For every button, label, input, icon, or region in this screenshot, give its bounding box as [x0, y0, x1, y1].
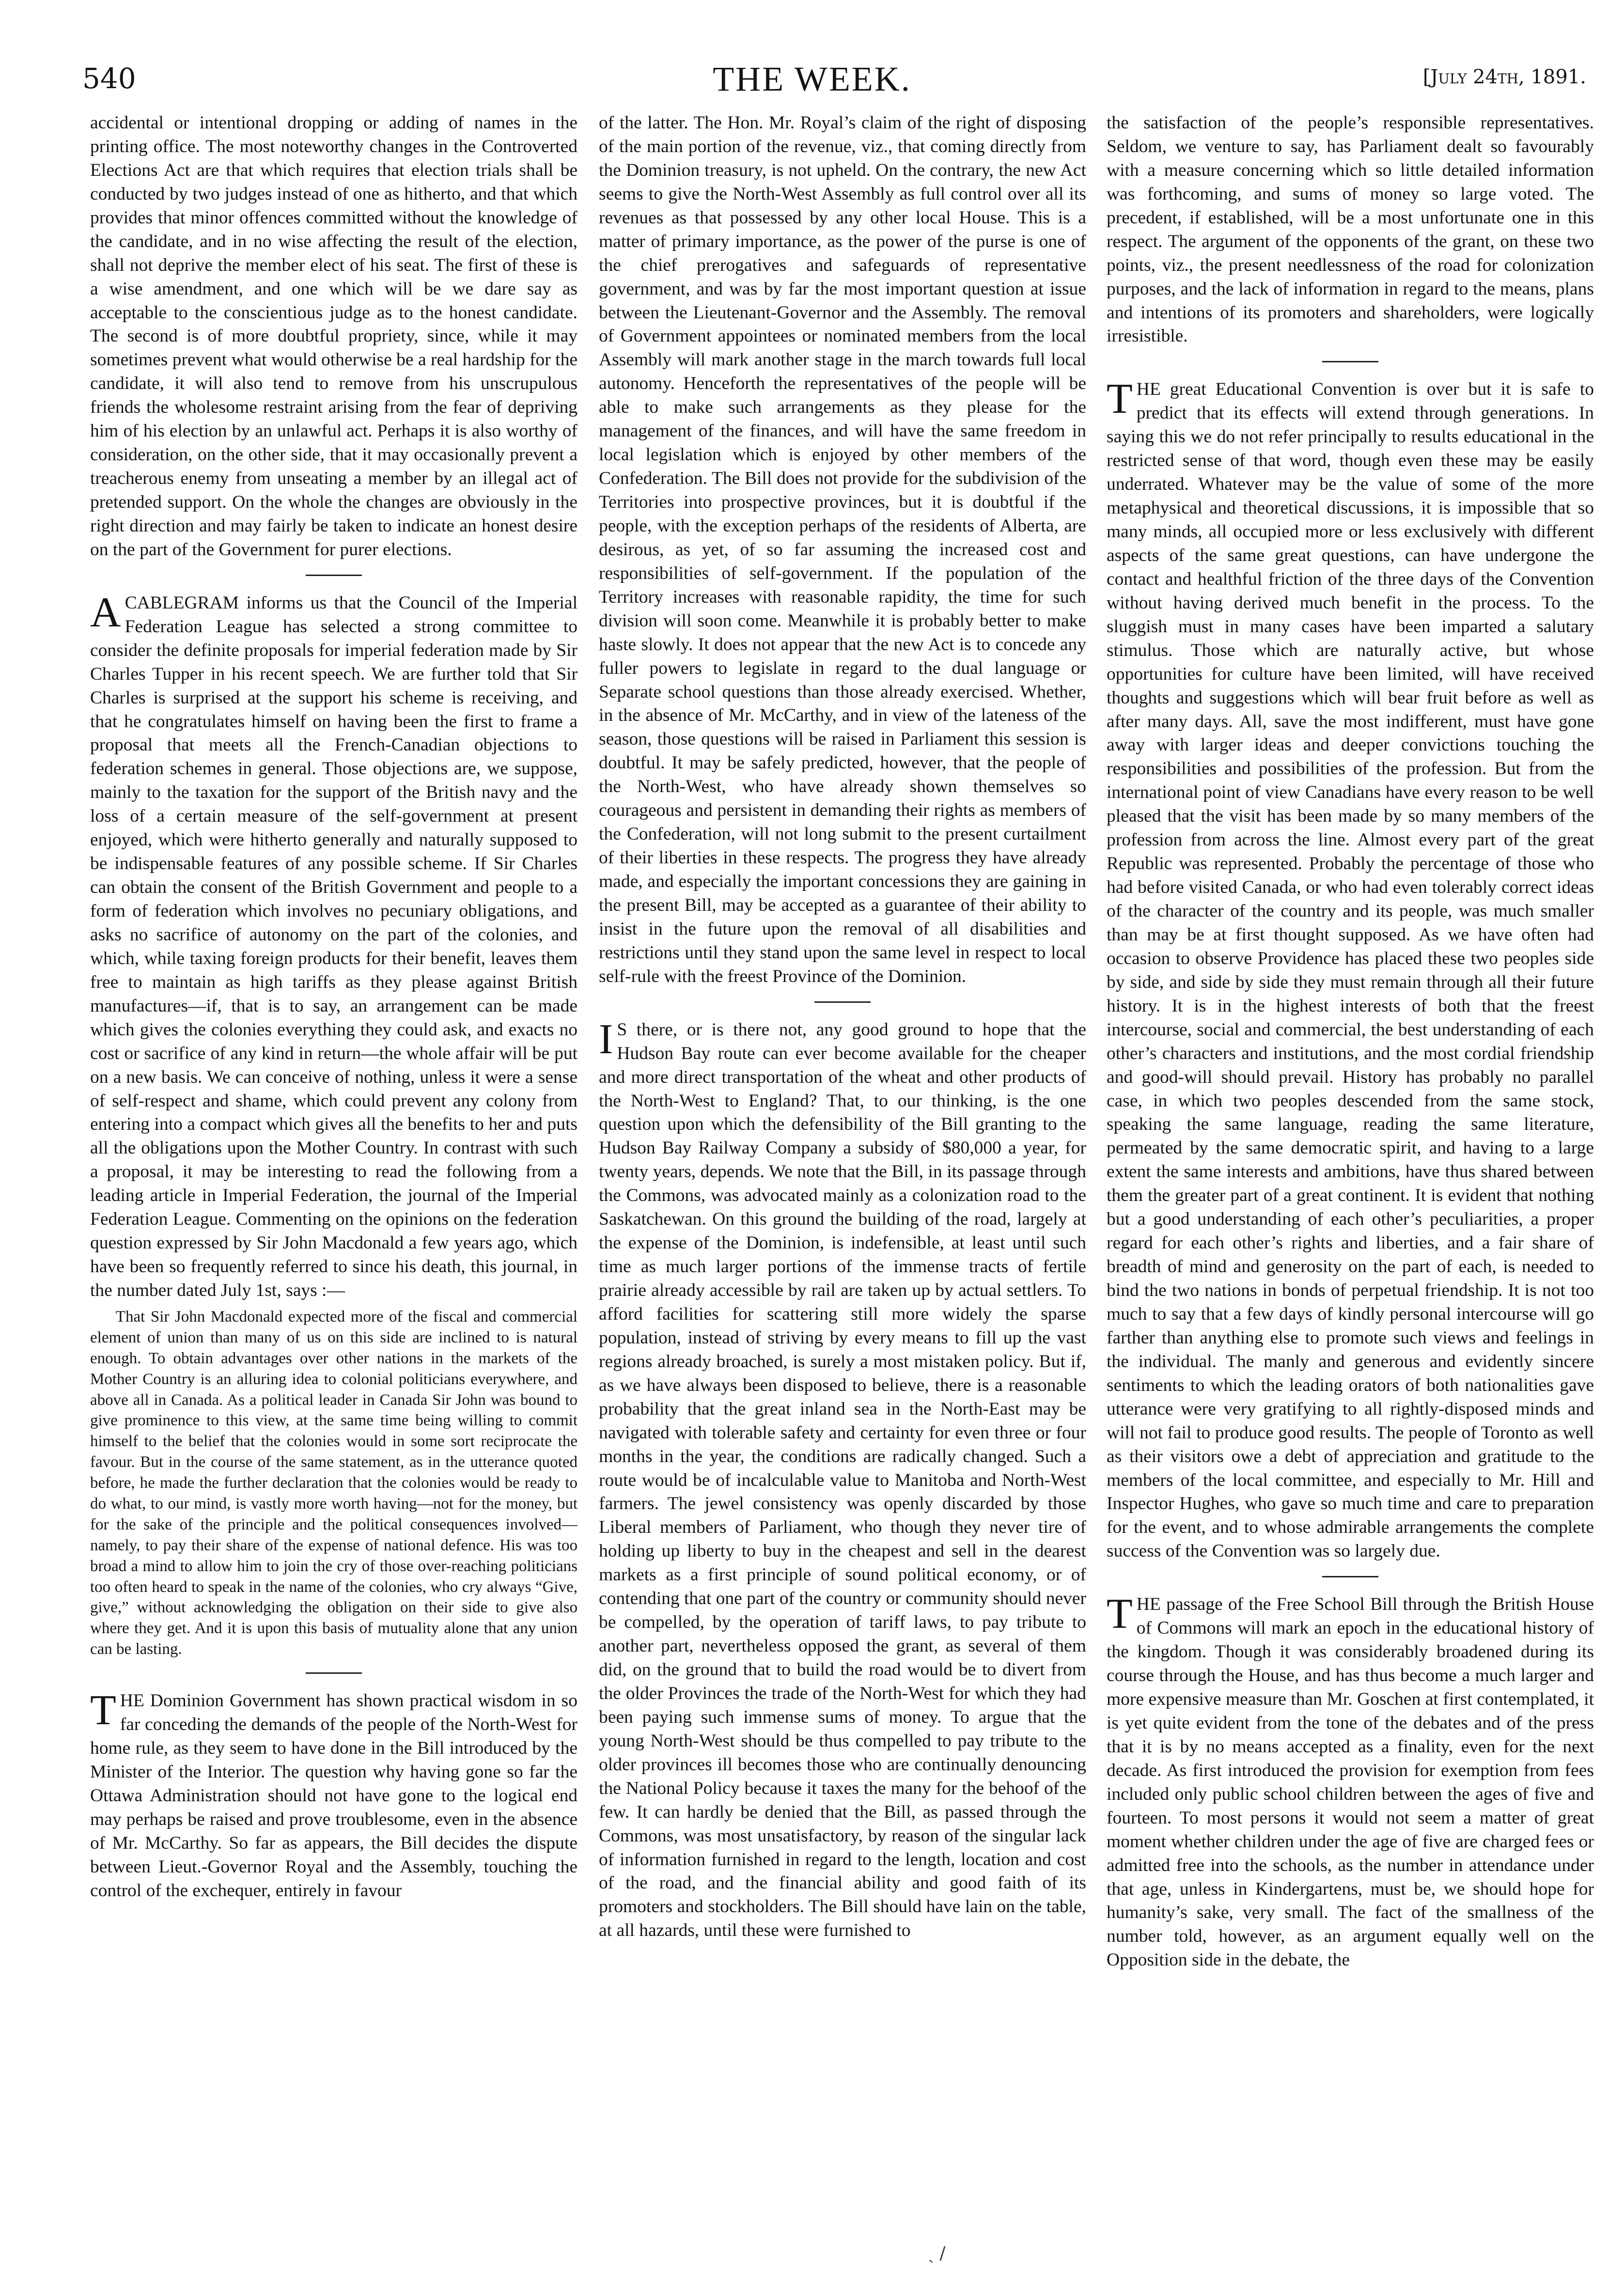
- page-header: [0, 0, 1624, 107]
- paragraph-text: HE passage of the Free School Bill through the British House of Commons will mark an epoch in the educational history of the kingdom. Though it was considerably broadened during its course through the House, and has thus become a much larger and more expensive measure than Mr. Goschen at first contemplated, it is yet quite evident from the tone of the debates and of the press that it is by no means accepted as a finality, even for the next decade. As first introduced the provision for exemption from fees included only public school children between the ages of five and fourteen. To most persons it would not seem a matter of great moment whether children under the age of five are charged fees or admitted free into the schools, as the number in attendance under that age, unless in Kindergartens, must be, we should hope for humanity’s sake, very small. The fact of the smallness of the number told, however, as an argument equally well on the Opposition side in the debate, the: [1107, 1594, 1594, 1970]
- column-2: [599, 111, 1086, 2258]
- paragraph-imperial-federation: [90, 589, 578, 1303]
- page-number: 540: [82, 62, 136, 95]
- footer-mark: ˏ /: [928, 2244, 946, 2263]
- paragraph-text: CABLEGRAM informs us that the Council of the Imperial Federation League has selected a strong committee to consider the definite proposals for imperial federation made by Sir Charles Tupper in his recent speech. We are further told that Sir Charles is surprised at the support his scheme is receiving, and that he congratulates himself on having been the first to frame a proposal that meets all the French-Canadian objections to federation schemes in general. Those objections are, we suppose, mainly to the taxation for the support of the British navy and the loss of a certain measure of the self-government at present enjoyed, which were hitherto generally and naturally supposed to be indispensable features of any possible scheme. If Sir Charles can obtain the consent of the British Government and people to a form of federation which involves no pecuniary obligations, and asks no sacrifice of autonomy on the part of the colonies, and which, while taxing foreign products for their benefit, leaves them free to maintain as high tariffs as they please against British manufactures—if, that is to say, an arrangement can be made which gives the colonies everything they could ask, and exacts no cost or sacrifice of any kind in return—the whole affair will be put on a new basis. We can conceive of nothing, unless it were a sense of self-respect and shame, which could prevent any colony from entering into a compact which gives all the benefits to her and puts all the obligations upon the Mother Country. In contrast with such a proposal, it may be interesting to read the following from a leading article in Imperial Federation, the journal of the Imperial Federation League. Commenting on the opinions on the federation question expressed by Sir John Macdonald a few years ago, which have been so frequently referred to since his death, this journal, in the number dated July 1st, says :—: [90, 592, 578, 1300]
- publication-title: THE WEEK.: [713, 60, 911, 98]
- paragraph-north-west-assembly: of the latter. The Hon. Mr. Royal’s claim of the right of disposing of the main portion of the revenue, viz., that coming directly from the Dominion treasury, is not upheld. On the contrary, the new Act seems to give the North-West Assembly as full control over all its revenues as that possessed by any other local House. This is a matter of primary importance, as the power of the purse is one of the chief prerogatives and safeguards of representative government, and was by far the most important question at issue between the Lieutenant-Governor and the Assembly. The removal of Government appointees or nominated members from the local Assembly will mark another stage in the march towards full local autonomy. Henceforth the representatives of the people will be able to make such arrangements as they please for the management of the finances, and will have the same freedom in local legislation which is enjoyed by other members of the Confederation. The Bill does not provide for the subdivision of the Territories into prospective provinces, but it is doubtful if the people, with the exception perhaps of the residents of Alberta, are desirous, as yet, of so far assuming the increased cost and responsibilities of self-government. If the population of the Territory increases with reasonable rapidity, the time for such division will soon come. Meanwhile it is probably better to make haste slowly. It does not appear that the new Act is to concede any fuller powers to legislate in regard to the dual language or Separate school questions than those already exercised. Whether, in the absence of Mr. McCarthy, and in view of the lateness of the season, those questions will be raised in Parliament this session is doubtful. It may be safely predicted, however, that the people of the North-West, who have already shown themselves so courageous and persistent in demanding their rights as members of the Confederation, will not long submit to the present curtailment of their liberties in these respects. The progress they have already made, and especially the important concessions they are gaining in the present Bill, may be accepted as a guarantee of their ability to insist in the future upon the removal of all disabilities and restrictions until they stand upon the same level in respect to local self-rule with the freest Province of the Dominion.: [599, 113, 1086, 986]
- paragraph-educational-convention: [1107, 375, 1594, 1563]
- drop-cap: T: [90, 1687, 116, 1734]
- paragraph-parliament-grant: the satisfaction of the people’s responsible representatives. Seldom, we venture to say, has Parliament dealt so favourably with a measure concerning which so little detailed information was forthcoming, and sums of money so large voted. The precedent, if established, will be a most unfortunate one in this respect. The argument of the opponents of the grant, on these two points, viz., the present needlessness of the road for colonization purposes, and the lack of information in regard to the means, plans and intentions of its promoters and shareholders, were logically irresistible.: [1107, 113, 1594, 346]
- paragraph-text: HE great Educational Convention is over but it is safe to predict that its effects will extend through generations. In saying this we do not refer principally to results educational in the restricted sense of that word, though even these may be easily underrated. Whatever may be the value of some of the more metaphysical and theoretical discussions, it is impossible that so many minds, all occupied more or less exclusively with different aspects of the same great questions, can have undergone the contact and healthful friction of the three days of the Convention without having derived much benefit in the process. To the sluggish must in many cases have been imparted a salutary stimulus. Those which are naturally active, but whose opportunities for culture have been limited, will have received thoughts and suggestions which will bear fruit before as well as after many days. All, save the most indifferent, must have gone away with larger ideas and deeper convictions touching the responsibilities and possibilities of the profession. But from the international point of view Canadians have every reason to be well pleased that the visit has been made by so many members of the profession from across the line. Almost every part of the great Republic was represented. Probably the percentage of those who had before visited Canada, or who had even tolerably correct ideas of the character of the country and its people, was much smaller than may be at first thought supposed. As we have often had occasion to observe Providence has placed these two peoples side by side, and side by side they must remain through all their future history. It is in the highest interests of both that the freest intercourse, social and commercial, the best understanding of each other’s characters and institutions, and the most cordial friendship and good-will should prevail. History has probably no parallel case, in which two peoples descended from the same stock, speaking the same language, reading the same literature, permeated by the same democratic spirit, and having to a large extent the same interests and ambitions, have thus shared between them the greater part of a great continent. It is evident that nothing but a good understanding of each other’s peculiarities, a proper regard for each other’s rights and liberties, and a fair share of breadth of mind and generosity on the part of each, is needed to bind the two nations in bonds of perpetual friendship. It is not too much to say that a few days of kindly personal intercourse will go farther than anything else to promote such views and feelings in the individual. The manly and generous and evidently sincere sentiments to which the leading orators of both nationalities gave utterance were very gratifying to all rightly-disposed minds and will not fail to produce good results. The people of Toronto as well as their visitors owe a debt of appreciation and gratitude to the members of the local committee, and especially to Mr. Hill and Inspector Hughes, who gave so much time and care to preparation for the event, and to whose admirable arrangements the complete success of the Convention was so largely due.: [1107, 379, 1594, 1561]
- issue-date: [July 24th, 1891.: [1422, 66, 1586, 88]
- column-3: [1107, 111, 1594, 2258]
- block-quote: That Sir John Macdonald expected more of the fiscal and commercial element of union than many of us on this side are inclined to is natural enough. To obtain advantages over other nations in the markets of the Mother Country is an alluring idea to colonial politicians everywhere, and above all in Canada. As a political leader in Canada Sir John was bound to give prominence to this view, at the same time being willing to commit himself to the belief that the colonies would in some sort reciprocate the favour. But in the course of the same statement, as in the utterance quoted before, he made the further declaration that the colonies would be ready to do what, to our mind, is vastly more worth having—not for the money, but for the sake of the principle and the political consequences involved—namely, to pay their share of the expense of national defence. His was too broad a mind to allow him to join the cry of those over-reaching politicians too often heard to speak in the name of the colonies, who cry always “Give, give,” without acknowledging the obligation on their side to give also where they get. And it is upon this basis of mutuality alone that any union can be lasting.: [90, 1308, 578, 1658]
- section-divider: [306, 575, 362, 576]
- section-divider: [1322, 1576, 1378, 1577]
- drop-cap: A: [90, 589, 121, 636]
- drop-cap: T: [1107, 375, 1133, 423]
- drop-cap: I: [599, 1015, 613, 1063]
- paragraph-dominion-government: [90, 1689, 578, 1902]
- column-1: [90, 111, 578, 2258]
- section-divider: [306, 1672, 362, 1674]
- paragraph-text: HE Dominion Government has shown practical wisdom in so far conceding the demands of the people of the North-West for home rule, as they seem to have done in the Bill introduced by the Minister of the Interior. The question why having gone so far the Ottawa Administration should not have gone to the logical end may perhaps be raised and prove troublesome, even in the absence of Mr. McCarthy. So far as appears, the Bill decides the dispute between Lieut.-Governor Royal and the Assembly, touching the control of the exchequer, entirely in favour: [90, 1691, 578, 1901]
- section-divider: [1322, 361, 1378, 362]
- paragraph-elections-act: accidental or intentional dropping or adding of names in the printing office. The most noteworthy changes in the Controverted Elections Act are that which requires that election trials shall be conducted by two judges instead of one as hitherto, and that which provides that minor offences committed without the knowledge of the candidate, and in no wise affecting the result of the election, shall not deprive the member elect of his seat. The first of these is a wise amendment, and one which will be we dare say as acceptable to the conscientious judge as to the honest candidate. The second is of more doubtful propriety, since, while it may sometimes prevent what would otherwise be a real hardship for the candidate, it will also tend to remove from his unscrupulous friends the wholesome restraint arising from the fear of depriving him of his election by an unlawful act. Perhaps it is also worthy of consideration, on the other side, that it may occasionally prevent a treacherous enemy from unseating a member by an illegal act of pretended support. On the whole the changes are obviously in the right direction and may fairly be taken to indicate an honest desire on the part of the Government for purer elections.: [90, 113, 578, 560]
- drop-cap: T: [1107, 1590, 1133, 1638]
- section-divider: [814, 1001, 871, 1003]
- paragraph-hudson-bay: [599, 1015, 1086, 1943]
- paragraph-text: S there, or is there not, any good ground to hope that the Hudson Bay route can ever become available for the cheaper and more direct transportation of the wheat and other products of the North-West to England? That, to our thinking, is the one question upon which the defensibility of the Bill granting to the Hudson Bay Railway Company a subsidy of $80,000 a year, for twenty years, depends. We note that the Bill, in its passage through the Commons, was advocated mainly as a colonization road to the Saskatchewan. On this ground the building of the road, largely at the expense of the Dominion, is indefensible, at least until such time as much larger portions of the immense tracts of fertile prairie already accessible by rail are taken up by actual settlers. To afford facilities for scattering still more widely the sparse population, instead of striving by every means to fill up the vast regions already broached, is surely a most mistaken policy. But if, as we have always been disposed to believe, there is a reasonable probability that the great inland sea in the North-East may be navigated with tolerable safety and certainty for even three or four months in the year, the conditions are radically changed. Such a route would be of incalculable value to Manitoba and North-West farmers. The jewel consistency was openly discarded by those Liberal members of Parliament, who though they never tire of holding up liberty to buy in the cheapest and sell in the dearest markets as a first principle of sound political economy, or of contending that one part of the country or community should never be compelled, by the operation of tariff laws, to pay tribute to another part, nevertheless opposed the grant, as several of them did, on the ground that to build the road would be to divert from the older Provinces the trade of the North-West for which they had been paying such immense sums of money. To argue that the young North-West should be thus compelled to pay tribute to the older provinces ill becomes those who are continually denouncing the National Policy because it taxes the many for the behoof of the few. It can hardly be denied that the Bill, as passed through the Commons, was most unsatisfactory, by reason of the singular lack of information furnished in regard to the length, location and cost of the road, and the financial ability and good faith of its promoters and stockholders. The Bill should have lain on the table, at all hazards, until these were furnished to: [599, 1019, 1086, 1941]
- paragraph-free-school-bill: [1107, 1590, 1594, 1972]
